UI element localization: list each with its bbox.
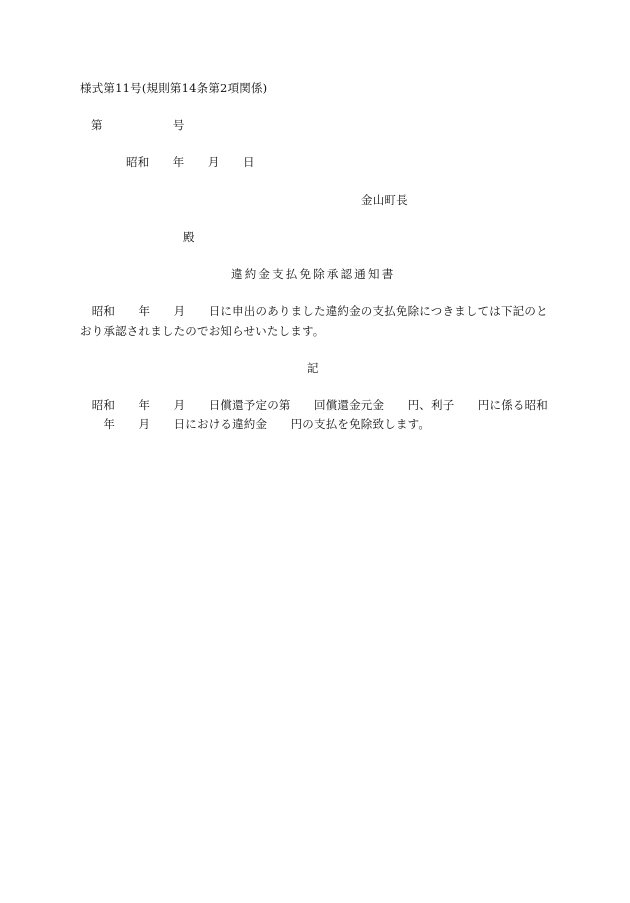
document-title: 違約金支払免除承認通知書 xyxy=(231,267,396,281)
document-number-line: 第 号 xyxy=(91,118,185,132)
form-label: 様式第11号(規則第14条第2項関係) xyxy=(80,81,268,95)
body-line-2: おり承認されましたのでお知らせいたします。 xyxy=(80,324,325,338)
details-line-1: 昭和 年 月 日償還予定の第 回償還金元金 円、利子 円に係る昭和 xyxy=(80,398,548,412)
issue-date-line: 昭和 年 月 日 xyxy=(126,155,255,169)
issuer-name: 金山町長 xyxy=(361,193,408,207)
body-line-1: 昭和 年 月 日に申出のありました違約金の支払免除につきましては下記のと xyxy=(80,304,548,318)
addressee-honorific: 殿 xyxy=(183,230,195,244)
details-line-2: 年 月 日における違約金 円の支払を免除致します。 xyxy=(80,417,431,431)
ki-heading: 記 xyxy=(307,361,319,375)
